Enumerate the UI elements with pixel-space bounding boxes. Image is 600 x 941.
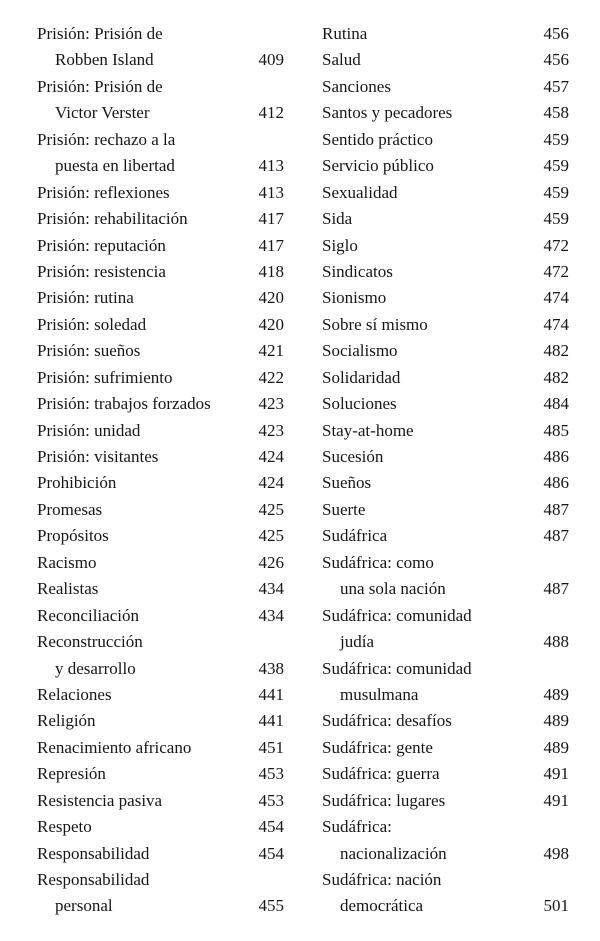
index-entry	[37, 629, 284, 682]
index-entry	[322, 47, 569, 73]
index-entry	[322, 735, 569, 761]
index-entry	[37, 497, 284, 523]
index-entry	[37, 523, 284, 549]
page-number: 484	[543, 394, 569, 414]
index-entry	[322, 21, 569, 47]
index-entry	[322, 312, 569, 338]
page-number: 434	[258, 605, 284, 625]
index-entry-line	[322, 312, 569, 338]
index-entry-line	[322, 708, 569, 734]
index-term: Sindicatos	[322, 261, 393, 281]
index-entry	[322, 523, 569, 549]
index-entry-line	[37, 74, 284, 100]
index-entry	[37, 788, 284, 814]
index-entry	[37, 285, 284, 311]
index-entry	[322, 391, 569, 417]
index-entry	[37, 814, 284, 840]
index-entry	[322, 365, 569, 391]
page-number: 423	[258, 394, 284, 414]
index-term: Resistencia pasiva	[37, 790, 163, 810]
index-term: Socialismo	[322, 341, 398, 361]
index-entry	[37, 867, 284, 920]
index-entry	[322, 233, 569, 259]
index-entry	[37, 365, 284, 391]
page-number: 456	[543, 24, 569, 43]
index-term: Responsabilidad	[37, 843, 150, 863]
index-entry	[37, 761, 284, 787]
index-entry-line	[322, 523, 569, 549]
page-number: 488	[543, 632, 569, 652]
index-entry-line	[322, 21, 569, 47]
index-entry-line	[37, 523, 284, 549]
index-term: Prisión: rehabilitación	[37, 209, 188, 229]
page-number: 456	[543, 50, 569, 70]
page-number: 420	[258, 288, 284, 308]
index-entry	[37, 312, 284, 338]
index-term: Sudáfrica:	[322, 817, 392, 837]
index-term: Responsabilidad	[37, 870, 150, 889]
index-entry	[37, 259, 284, 285]
page-number: 417	[258, 209, 284, 229]
index-entry	[37, 418, 284, 444]
index-entry	[37, 708, 284, 734]
index-entry-line	[322, 259, 569, 285]
index-entry	[322, 867, 569, 920]
page-number: 418	[258, 261, 284, 281]
index-entry	[37, 470, 284, 496]
index-term: Sudáfrica	[322, 526, 388, 546]
index-term: Respeto	[37, 817, 92, 837]
index-term-continuation: Victor Verster	[55, 103, 150, 123]
index-term: Religión	[37, 711, 96, 731]
index-entry	[37, 735, 284, 761]
index-column-left	[37, 21, 284, 920]
index-term: Sudáfrica: desafíos	[322, 711, 452, 731]
index-entry-line	[322, 153, 569, 179]
index-term: Sueños	[322, 473, 372, 493]
index-entry-line	[322, 365, 569, 391]
page-number: 409	[258, 50, 284, 70]
index-term: Prisión: resistencia	[37, 261, 166, 281]
index-entry-line	[322, 761, 569, 787]
index-entry-line	[322, 418, 569, 444]
index-entry-line	[322, 841, 569, 867]
index-entry-line	[37, 867, 284, 893]
index-entry-line	[322, 206, 569, 232]
index-entry-line	[37, 550, 284, 576]
index-entry	[37, 391, 284, 417]
index-entry-line	[322, 814, 569, 840]
index-term: Prisión: unidad	[37, 420, 141, 440]
index-term-continuation: personal	[55, 896, 113, 916]
index-term: Prohibición	[37, 473, 117, 493]
index-entry-line	[37, 312, 284, 338]
index-entry-line	[37, 682, 284, 708]
index-entry-line	[37, 259, 284, 285]
index-term: Sucesión	[322, 447, 384, 466]
page-number: 491	[543, 790, 569, 810]
index-entry-line	[322, 47, 569, 73]
page-number: 417	[258, 235, 284, 255]
index-entry-line	[37, 629, 284, 655]
index-entry-line	[322, 127, 569, 153]
index-term-continuation: y desarrollo	[55, 658, 136, 678]
index-entry-line	[322, 735, 569, 761]
index-term: Soluciones	[322, 394, 397, 414]
index-entry-line	[37, 841, 284, 867]
index-term-continuation: puesta en libertad	[55, 156, 175, 176]
index-entry-line	[322, 893, 569, 919]
index-entry	[37, 180, 284, 206]
page-number: 426	[258, 552, 284, 572]
index-entry-line	[37, 338, 284, 364]
index-entry	[322, 470, 569, 496]
page-number: 501	[543, 896, 569, 916]
index-term: Suerte	[322, 499, 366, 519]
page-number: 454	[258, 817, 284, 837]
index-term: Promesas	[37, 499, 103, 519]
index-entry-line	[37, 127, 284, 153]
index-entry	[37, 603, 284, 629]
index-term: Relaciones	[37, 684, 112, 704]
index-entry	[37, 550, 284, 576]
page-number: 459	[543, 129, 569, 149]
index-entry	[322, 285, 569, 311]
index-entry-line	[37, 365, 284, 391]
index-entry	[322, 603, 569, 656]
index-entry-line	[322, 867, 569, 893]
index-term: Prisión: rechazo a la	[37, 129, 176, 149]
page-number: 489	[543, 684, 569, 704]
index-term: Renacimiento africano	[37, 737, 192, 757]
index-entry	[37, 206, 284, 232]
index-term: Prisión: visitantes	[37, 447, 159, 466]
page-number: 424	[258, 447, 284, 466]
index-term-continuation: nacionalización	[340, 843, 447, 863]
index-term: Prisión: reflexiones	[37, 182, 170, 202]
index-term: Reconciliación	[37, 605, 139, 625]
index-term: Santos y pecadores	[322, 103, 453, 123]
page-number: 424	[258, 473, 284, 493]
index-entry	[322, 788, 569, 814]
index-term: Sudáfrica: comunidad	[322, 658, 472, 678]
index-entry-line	[37, 656, 284, 682]
page-number: 487	[543, 499, 569, 519]
page-number: 486	[543, 447, 569, 466]
page-number: 423	[258, 420, 284, 440]
index-entry-line	[37, 47, 284, 73]
index-entry	[322, 550, 569, 603]
page-number: 422	[258, 367, 284, 387]
page-number: 487	[543, 526, 569, 546]
page-number: 459	[543, 209, 569, 229]
index-entry-line	[322, 285, 569, 311]
page-number: 438	[258, 658, 284, 678]
index-entry	[322, 180, 569, 206]
index-entry	[322, 497, 569, 523]
index-entry-line	[322, 656, 569, 682]
page-number: 498	[543, 843, 569, 863]
index-term-continuation: Robben Island	[55, 50, 154, 70]
index-entry	[37, 682, 284, 708]
index-entry-line	[322, 550, 569, 576]
index-entry	[322, 127, 569, 153]
page-number: 474	[543, 314, 569, 334]
index-term: Represión	[37, 764, 106, 784]
index-entry-line	[322, 74, 569, 100]
index-term: Solidaridad	[322, 367, 401, 387]
index-term: Sudáfrica: gente	[322, 737, 433, 757]
page-number: 457	[543, 76, 569, 96]
index-term: Stay-at-home	[322, 420, 414, 440]
page-number: 413	[258, 182, 284, 202]
page-number: 474	[543, 288, 569, 308]
index-term: Prisión: soledad	[37, 314, 147, 334]
page-number: 491	[543, 764, 569, 784]
index-entry	[37, 127, 284, 180]
page-number: 482	[543, 367, 569, 387]
page-number: 482	[543, 341, 569, 361]
index-term: Salud	[322, 50, 361, 70]
index-entry-line	[322, 444, 569, 470]
index-term: Sentido práctico	[322, 129, 433, 149]
index-entry	[37, 841, 284, 867]
index-entry-line	[37, 206, 284, 232]
page-number: 453	[258, 790, 284, 810]
index-term-continuation: una sola nación	[340, 579, 446, 599]
page-number: 486	[543, 473, 569, 493]
index-entry-line	[37, 603, 284, 629]
index-entry-line	[37, 497, 284, 523]
index-entry-line	[37, 814, 284, 840]
page-number: 458	[543, 103, 569, 123]
index-term-continuation: musulmana	[340, 684, 419, 704]
index-term: Sudáfrica: comunidad	[322, 605, 472, 625]
index-term: Prisión: sueños	[37, 341, 141, 361]
page-number: 412	[258, 103, 284, 123]
index-term: Sudáfrica: guerra	[322, 764, 440, 784]
index-entry	[37, 74, 284, 127]
index-term: Sionismo	[322, 288, 387, 308]
index-entry	[322, 418, 569, 444]
page-number: 485	[543, 420, 569, 440]
page-number: 472	[543, 235, 569, 255]
page-number: 459	[543, 182, 569, 202]
index-term: Sudáfrica: nación	[322, 870, 442, 889]
index-term: Prisión: reputación	[37, 235, 166, 255]
page-number: 487	[543, 579, 569, 599]
index-term: Prisión: rutina	[37, 288, 134, 308]
index-entry	[322, 259, 569, 285]
index-entry	[37, 444, 284, 470]
index-term: Sobre sí mismo	[322, 314, 428, 334]
index-entry-line	[37, 233, 284, 259]
index-entry-line	[322, 603, 569, 629]
index-entry-line	[37, 576, 284, 602]
index-term: Sanciones	[322, 76, 391, 96]
index-term: Prisión: Prisión de	[37, 24, 163, 43]
page-number: 472	[543, 261, 569, 281]
page-number: 489	[543, 737, 569, 757]
index-entry	[37, 338, 284, 364]
index-entry-line	[322, 180, 569, 206]
page-number: 421	[258, 341, 284, 361]
index-entry-line	[37, 470, 284, 496]
index-entry-line	[37, 285, 284, 311]
index-term-continuation: judía	[340, 632, 374, 652]
index-entry-line	[37, 153, 284, 179]
page-number: 454	[258, 843, 284, 863]
index-entry-line	[37, 735, 284, 761]
index-entry-line	[37, 391, 284, 417]
index-term: Realistas	[37, 579, 99, 599]
index-entry	[322, 206, 569, 232]
index-entry-line	[322, 788, 569, 814]
index-entry-line	[322, 391, 569, 417]
page-number: 441	[258, 711, 284, 731]
page-number: 451	[258, 737, 284, 757]
index-entry-line	[322, 682, 569, 708]
index-entry-line	[322, 629, 569, 655]
index-entry-line	[322, 497, 569, 523]
index-entry-line	[37, 180, 284, 206]
page-number: 413	[258, 156, 284, 176]
index-term: Prisión: trabajos forzados	[37, 394, 211, 414]
index-entry-line	[322, 233, 569, 259]
index-term: Servicio público	[322, 156, 434, 176]
index-term-continuation: democrática	[340, 896, 424, 916]
index-entry-line	[37, 418, 284, 444]
page-number: 455	[258, 896, 284, 916]
index-entry	[322, 708, 569, 734]
page-number: 441	[258, 684, 284, 704]
index-entry	[37, 233, 284, 259]
index-term: Sida	[322, 209, 353, 229]
index-entry-line	[37, 444, 284, 470]
index-entry-line	[322, 470, 569, 496]
index-entry-line	[37, 761, 284, 787]
index-entry-line	[37, 21, 284, 47]
index-entry	[322, 444, 569, 470]
index-entry-line	[37, 100, 284, 126]
index-column-right	[322, 21, 569, 920]
index-term: Siglo	[322, 235, 358, 255]
index-entry-line	[37, 788, 284, 814]
index-term: Sudáfrica: como	[322, 552, 434, 572]
page-number: 434	[258, 579, 284, 599]
index-entry	[322, 74, 569, 100]
index-term: Prisión: sufrimiento	[37, 367, 173, 387]
index-entry-line	[37, 893, 284, 919]
page-number: 453	[258, 764, 284, 784]
index-entry	[322, 656, 569, 709]
page-number: 425	[258, 499, 284, 519]
index-entry-line	[37, 708, 284, 734]
index-entry	[37, 21, 284, 74]
index-term: Sudáfrica: lugares	[322, 790, 446, 810]
index-entry-line	[322, 338, 569, 364]
page-number: 459	[543, 156, 569, 176]
index-entry	[37, 576, 284, 602]
page-number: 425	[258, 526, 284, 546]
index-term: Racismo	[37, 552, 97, 572]
index-entry	[322, 761, 569, 787]
index-entry	[322, 814, 569, 867]
index-entry	[322, 100, 569, 126]
index-term: Propósitos	[37, 526, 109, 546]
page-number: 420	[258, 314, 284, 334]
index-entry-line	[322, 576, 569, 602]
index-entry	[322, 338, 569, 364]
index-term: Sexualidad	[322, 182, 398, 202]
index-term: Prisión: Prisión de	[37, 76, 163, 96]
page-number: 489	[543, 711, 569, 731]
index-term: Rutina	[322, 24, 368, 43]
index-entry	[322, 153, 569, 179]
index-term: Reconstrucción	[37, 632, 143, 652]
index-entry-line	[322, 100, 569, 126]
